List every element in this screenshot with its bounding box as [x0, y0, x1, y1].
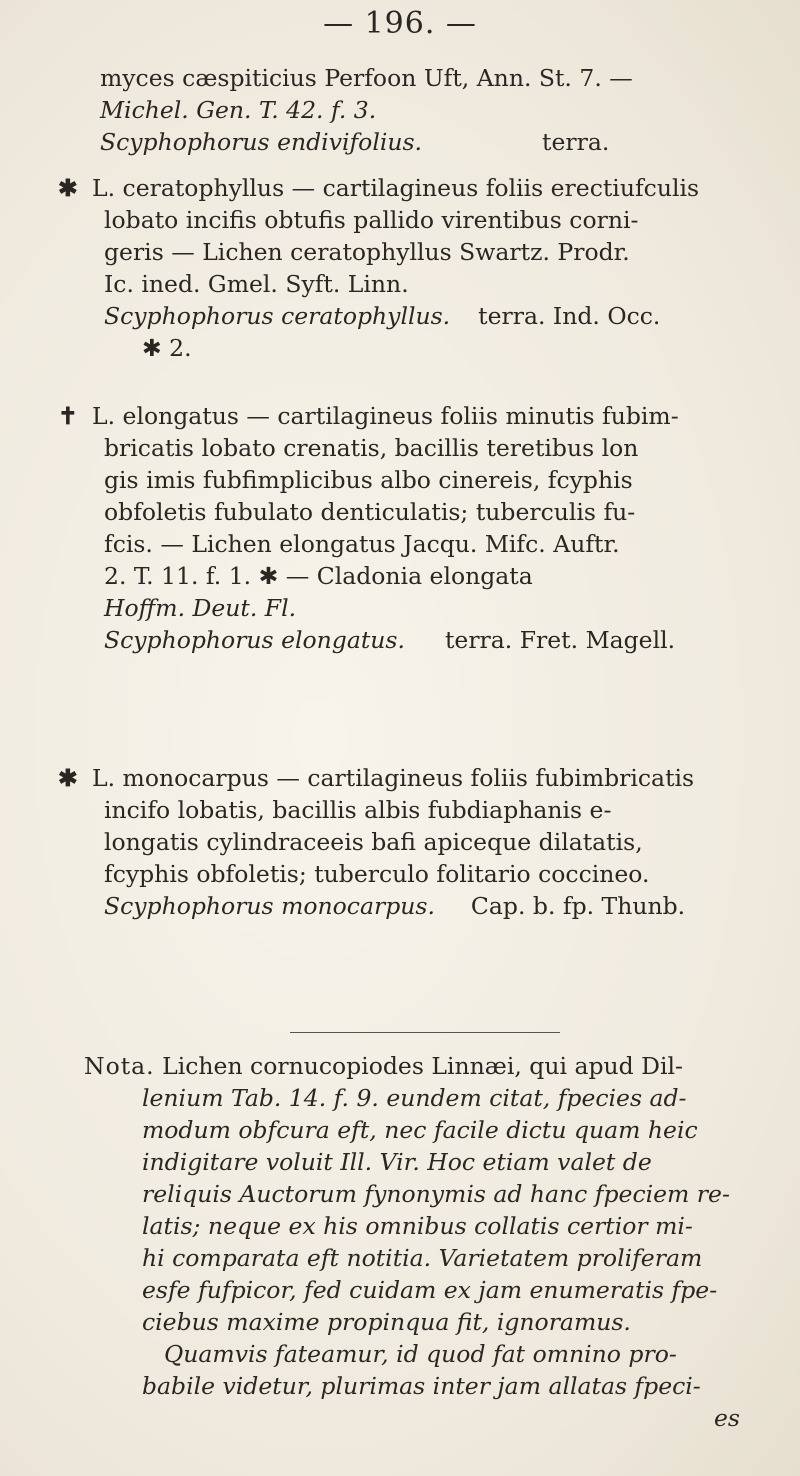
text-line: Nota. Lichen cornucopiodes Linnæi, qui apud Dil-	[84, 1052, 683, 1080]
text-line: incifo lobatis, bacillis albis fubdiaphanis e-	[104, 796, 612, 824]
habitat: terra.	[542, 128, 610, 156]
text-line: Ic. ined. Gmel. Syft. Linn.	[104, 270, 409, 298]
entry-continuation	[100, 62, 760, 158]
catchword: es	[714, 1404, 740, 1432]
text-line: longatis cylindraceeis bafi apiceque dilatatis,	[104, 828, 643, 856]
habitat: Cap. b. fp. Thunb.	[470, 892, 686, 920]
entry-ceratophyllus	[58, 172, 758, 364]
genus-name: Scyphophorus endiviƒolius.	[100, 128, 423, 156]
text-line: indigitare voluit Ill. Vir. Hoc etiam valet de	[142, 1148, 652, 1176]
figure-reference: ✱ 2.	[142, 334, 192, 362]
text-line: Michel. Gen. T. 42. f. 3.	[100, 96, 377, 124]
text-line: Hoffm. Deut. Fl.	[104, 594, 297, 622]
text-line: lenium Tab. 14. f. 9. eundem citat, fpecies ad-	[142, 1084, 687, 1112]
page-number: — 196. —	[323, 6, 477, 41]
text-line: obfoletis fubulato denticulatis; tuberculis fu-	[104, 498, 636, 526]
text-line: gis imis fubfimplicibus albo cinereis, fcyphis	[104, 466, 633, 494]
asterisk-icon: ✱	[58, 764, 78, 792]
nota-section	[84, 1050, 764, 1434]
text-line: bricatis lobato crenatis, bacillis teretibus lon	[104, 434, 639, 462]
text-line: latis; neque ex his omnibus collatis certior mi-	[142, 1212, 693, 1240]
text-line-with-habitat	[58, 890, 758, 922]
divider-rule	[290, 1032, 560, 1033]
text-line: ✱ L. monocarpus — cartilagineus foliis fubimbricatis	[58, 764, 695, 792]
text-line: ciebus maxime propinqua fit, ignoramus.	[142, 1308, 631, 1336]
text-line: lobato incifis obtufis pallido virentibus corni-	[104, 206, 639, 234]
asterisk-icon: ✱	[58, 174, 78, 202]
habitat: terra. Fret. Magell.	[444, 626, 676, 654]
text-line: ✝ L. elongatus — cartilagineus foliis minutis fubim-	[58, 402, 679, 430]
genus-name: Scyphophorus monocarpus.	[104, 892, 435, 920]
text-line: fcis. — Lichen elongatus Jacqu. Mifc. Auftr.	[104, 530, 620, 558]
text-line-with-habitat	[58, 300, 758, 332]
text-line: geris — Lichen ceratophyllus Swartz. Prodr.	[104, 238, 630, 266]
text-line: myces cæspiticius Perfoon Uft, Ann. St. 7. —	[100, 64, 633, 92]
habitat: terra. Ind. Occ.	[478, 302, 661, 330]
dagger-icon: ✝	[58, 402, 78, 430]
text-line: babile videtur, plurimas inter jam allatas fpeci-	[142, 1372, 701, 1400]
text-line-with-habitat	[100, 126, 760, 158]
text-line: fcyphis obfoletis; tuberculo folitario coccineo.	[104, 860, 650, 888]
text-line: ✱ L. ceratophyllus — cartilagineus foliis erectiufculis	[58, 174, 700, 202]
text-line: Quamvis fateamur, id quod fat omnino pro-	[164, 1340, 677, 1368]
text-line: hi comparata eft notitia. Varietatem proliferam	[142, 1244, 703, 1272]
entry-monocarpus	[58, 762, 758, 922]
text-line-with-habitat	[58, 624, 758, 656]
text-line: modum obfcura eft, nec facile dictu quam heic	[142, 1116, 698, 1144]
entry-elongatus	[58, 400, 758, 656]
nota-label: Nota.	[84, 1052, 155, 1080]
text-line: esfe fufpicor, fed cuidam ex jam enumeratis fpe-	[142, 1276, 718, 1304]
genus-name: Scyphophorus elongatus.	[104, 626, 405, 654]
genus-name: Scyphophorus ceratophyllus.	[104, 302, 451, 330]
text-line: reliquis Auctorum fynonymis ad hanc fpeciem re-	[142, 1180, 730, 1208]
text-line: 2. T. 11. f. 1. ✱ — Cladonia elongata	[104, 562, 533, 590]
